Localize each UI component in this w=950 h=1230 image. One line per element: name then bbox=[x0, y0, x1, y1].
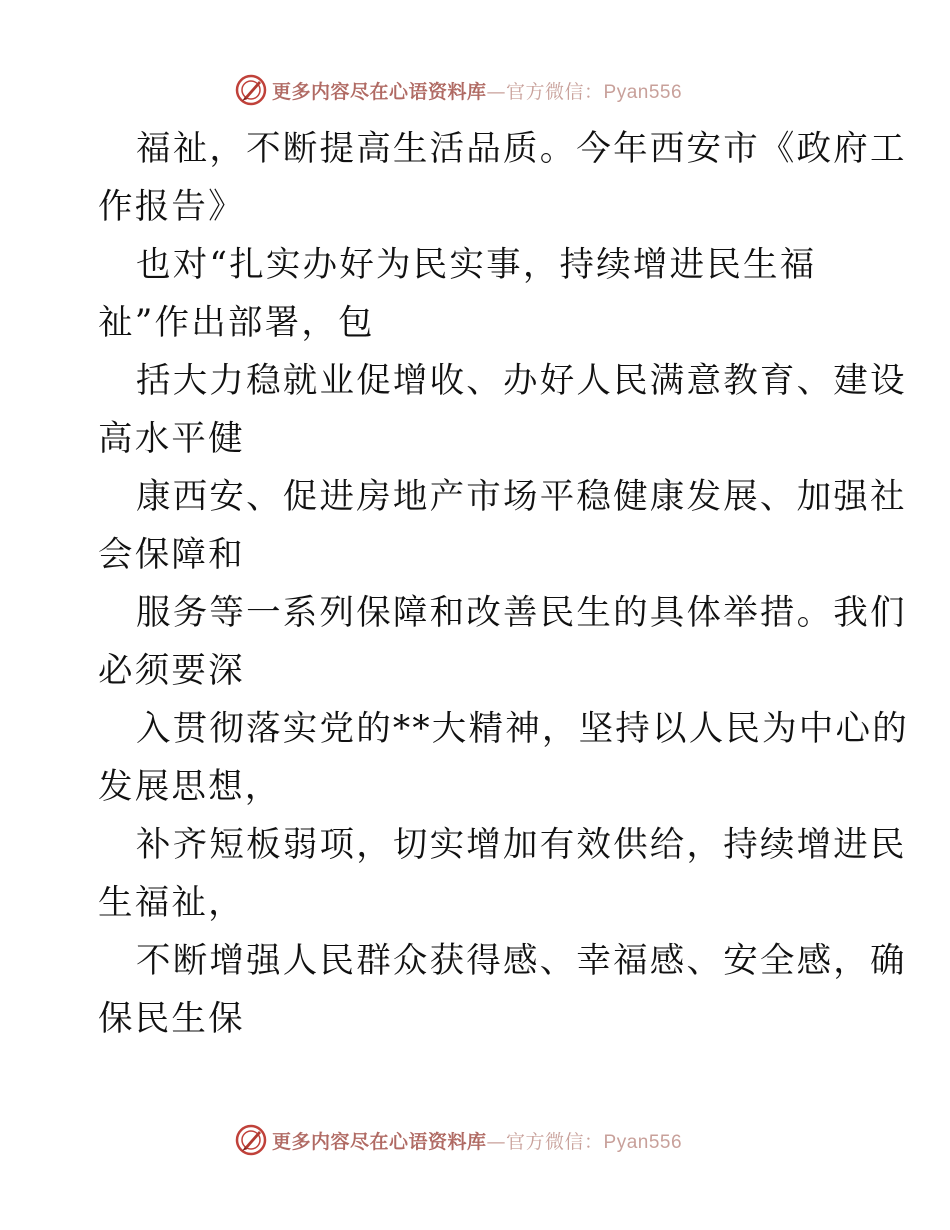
header-wechat-label: 官方微信： bbox=[506, 80, 604, 103]
header-site-name: 更多内容尽在心语资料库 bbox=[272, 80, 487, 103]
header-watermark bbox=[234, 70, 714, 110]
text-line: 也对“扎实办好为民实事，持续增进民生福 bbox=[136, 245, 817, 285]
footer-dash: — bbox=[486, 1130, 507, 1153]
footer-site-name: 更多内容尽在心语资料库 bbox=[272, 1130, 487, 1153]
text-line: 福祉，不断提高生活品质。今年西安市《政府工 bbox=[136, 129, 907, 169]
header-wechat-id: Pyan556 bbox=[603, 81, 683, 103]
footer-wechat-label: 官方微信： bbox=[506, 1130, 604, 1153]
body-text bbox=[98, 120, 909, 1048]
header-watermark-text bbox=[272, 77, 682, 104]
text-line: 生福祉， bbox=[98, 883, 245, 923]
text-line: 康西安、促进房地产市场平稳健康发展、加强社 bbox=[136, 477, 907, 517]
text-line: 祉”作出部署，包 bbox=[98, 303, 375, 343]
text-line: 高水平健 bbox=[98, 419, 245, 459]
footer-watermark-text bbox=[272, 1127, 682, 1154]
header-dash: — bbox=[486, 80, 507, 103]
text-line: 发展思想， bbox=[98, 767, 282, 807]
text-line: 不断增强人民群众获得感、幸福感、安全感，确 bbox=[136, 941, 907, 981]
text-line: 保民生保 bbox=[98, 999, 245, 1039]
quill-logo-icon bbox=[234, 73, 268, 107]
footer-wechat-id: Pyan556 bbox=[603, 1131, 683, 1153]
quill-logo-icon bbox=[234, 1123, 268, 1157]
footer-watermark bbox=[234, 1120, 714, 1160]
text-line: 括大力稳就业促增收、办好人民满意教育、建设 bbox=[136, 361, 907, 401]
text-line: 必须要深 bbox=[98, 651, 245, 691]
text-line: 补齐短板弱项，切实增加有效供给，持续增进民 bbox=[136, 825, 907, 865]
text-line: 服务等一系列保障和改善民生的具体举措。我们 bbox=[136, 593, 907, 633]
text-line: 入贯彻落实党的**大精神，坚持以人民为中心的 bbox=[136, 709, 909, 749]
text-line: 作报告》 bbox=[98, 187, 245, 227]
text-line: 会保障和 bbox=[98, 535, 245, 575]
